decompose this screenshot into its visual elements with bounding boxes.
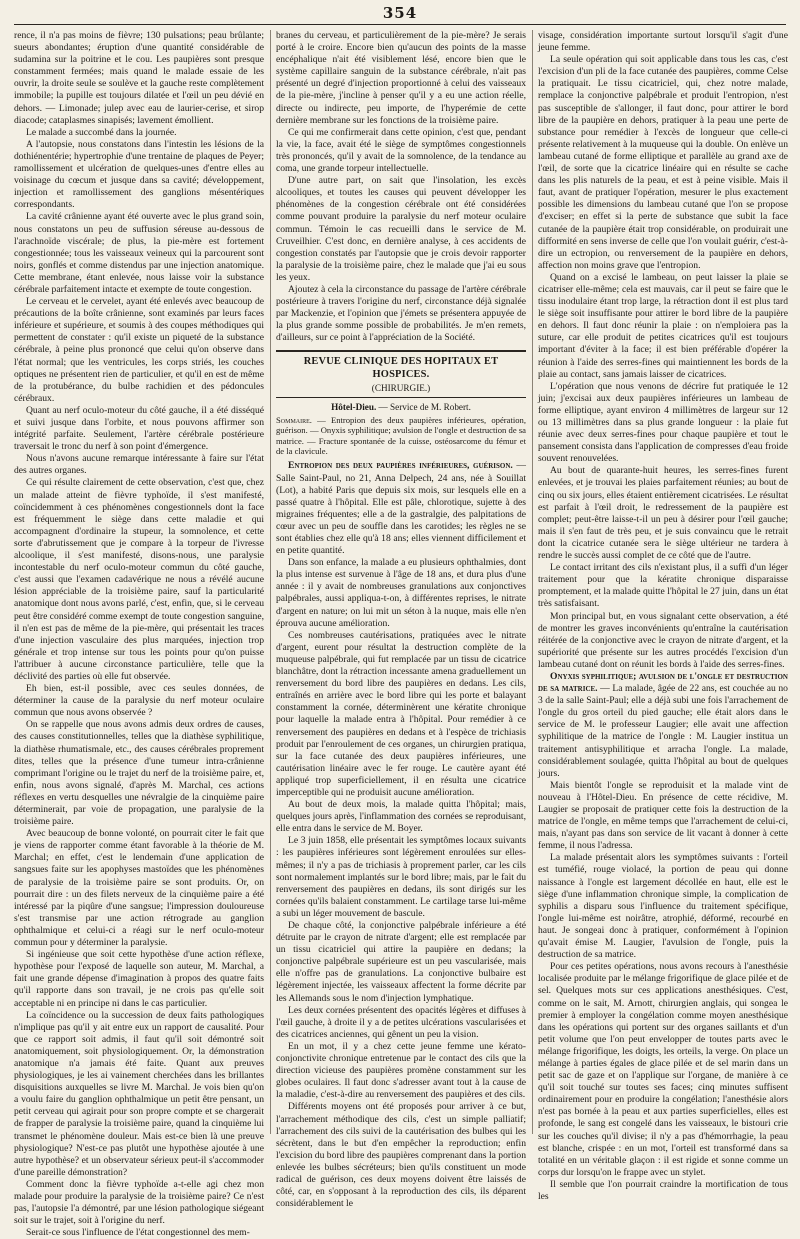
case-title: Entropion des deux paupières inférieures, guérison.: [288, 460, 513, 472]
paragraph: Avec beaucoup de bonne volonté, on pourrait citer le fait que je viens de rapporter comme étant favorable à la théorie de M. Marchal; en effet, c'est le lendemain d'une application de sangsues faite sur les apophyses mastoïdes que les phénomènes de paralysie de la troisième paire se sont produits. Or, on pourrait dire : un des filets nerveux de la cinquième paire a été intéressé par la piqûre d'une sangsue; l'impression douloureuse s'est transmise par une action rétrograde au ganglion ophthalmique et celui-ci a réagi sur le nerf oculo-moteur commun pour y déterminer la paralysie.: [14, 828, 264, 949]
paragraph: Le contact irritant des cils n'existant plus, il a suffi d'un léger traitement pour que la kératite chronique disparaisse promptement, et la malade quitte l'hôpital le 27 juin, dans un état très satisfaisant.: [538, 562, 788, 610]
case-paragraph: [538, 671, 788, 780]
paragraph: Comment donc la fièvre typhoïde a-t-elle agi chez mon malade pour produire la paralysie de la troisième paire? Ce n'est pas, l'autopsie l'a démontré, par une lésion pathologique siégeant soit sur le trajet, soit à l'origine du nerf.: [14, 1178, 264, 1227]
paragraph: En un mot, il y a chez cette jeune femme une kérato-conjonctivite chronique entretenue par le contact des cils que la direction vicieuse des paupières promène constamment sur les globes oculaires. Il faut donc s'adresser avant tout à la cause de la maladie, c'est-à-dire au renversement des paupières et des cils.: [276, 1040, 526, 1101]
paragraph: De chaque côté, la conjonctive palpébrale inférieure a été détruite par le crayon de nitrate d'argent; elle est remplacée par un tissu cicatriciel qui attire la paupière en dedans; la conjonctive palpébrale supérieure est un peu vascularisée, mais elle n'offre pas de granulations. La conjonctive bulbaire est légèrement injectée, les vaisseaux affectent la forme décrite par les Allemands sous le nom d'injection lymphatique.: [276, 920, 526, 1004]
paragraph: Ces nombreuses cautérisations, pratiquées avec le nitrate d'argent, eurent pour résultat la destruction complète de la muqueuse palpébrale, qui fut remplacée par un tissu de cicatrice blanchâtre, dont la rétraction incessante amena graduellement un renversement du bord libre des paupières en dedans. Les cils, entraînés en arrière avec le bord libre qui les porte et balayant constamment la cornée, déterminèrent une kératite chronique pour laquelle la malade entra à l'hôpital. Pour remédier à ce renversement des paupières en dedans et à l'espèce de trichiasis produit par l'enroulement de ces organes, un chirurgien pratiqua, sur la face cutanée des deux paupières inférieures, une cautérisation linéaire avec le fer rouge. Le cautère ayant été appliqué trop superficiellement, il en résulta une cicatrice imperceptible qui ne produisit aucune amélioration.: [276, 629, 526, 798]
case-title: Onyxis syphilitique; avulsion de l'ongle et destruction de sa matrice.: [538, 670, 788, 695]
paragraph: On se rappelle que nous avons admis deux ordres de causes, des causes constitutionnelles, telles que la diathèse syphilitique, la diathèse rhumatismale, etc., des causes cérébrales proprement dites, telles que la présence d'une tumeur intra-crânienne comprimant l'origine ou le trajet du nerf de la troisième paire, et, enfin, nous avons signalé, d'après M. Marchal, ces actions réflexes en vertu desquelles une névralgie de la cinquième paire déterminerait, par voie de propagation, une paralysie de la troisième paire.: [14, 719, 264, 828]
header-rule: [14, 24, 786, 25]
paragraph: Mon principal but, en vous signalant cette observation, a été de montrer les graves inconvénients qu'entraîne la cautérisation réitérée de la conjonctive avec le crayon de nitrate d'argent, et la supériorité que présente sur les autres procédés l'excision d'un lambeau cutané dont on réunit les bords à l'aide des serres-fines.: [538, 610, 788, 670]
column-separator: [270, 30, 271, 1134]
column-middle: [276, 30, 527, 1210]
hospital-service: — Service de M. Robert.: [376, 401, 471, 412]
paragraph: Eh bien, est-il possible, avec ces seules données, de déterminer la cause de la paralysie du nerf moteur oculaire commun que nous avons observée ?: [14, 683, 264, 719]
summary-text: — Entropion des deux paupières inférieures, opération, guérison. — Onyxis syphilitique; avulsion de l'ongle et destruction de sa matrice. — Fracture spontanée de la cuisse, ostéosarcome du fémur et de la clavicule.: [276, 414, 526, 457]
paragraph: Ajoutez à cela la circonstance du passage de l'artère cérébrale postérieure à travers l'origine du nerf, circonstance déjà signalée par Mackenzie, et l'opinion que j'émets se présentera appuyée de la plus grande somme possible de probabilités. Je m'en remets, d'ailleurs, sur ce point à l'appréciation de la Société.: [276, 283, 526, 344]
paragraph: Le cerveau et le cervelet, ayant été enlevés avec beaucoup de précautions de la boîte crânienne, sont examinés par leurs faces inférieure et supérieure, et soumis à des coupes méthodiques qui permettent de constater : qu'il existe un piqueté de la substance cérébrale, à peine plus prononcé que celui qu'on observe dans l'état normal; que les ventricules, les corps striés, les couches optiques ne présentent rien de particulier, et qu'il en est de même de la protubérance, du bulbe rachidien et des pédoncules cérébraux.: [14, 296, 264, 404]
paragraph: Dans son enfance, la malade a eu plusieurs ophthalmies, dont la plus intense est survenue à l'âge de 18 ans, et dura plus d'une année : il y avait de nombreuses granulations aux conjonctives palpébrales, aussi appliqua-t-on, à différentes reprises, le nitrate d'argent en nature; on lui mit un séton à la nuque, mais elle n'en éprouva aucune amélioration.: [276, 557, 526, 629]
paragraph: Au bout de deux mois, la malade quitta l'hôpital; mais, quelques jours après, l'inflammation des cornées se reproduisant, elle entra dans le service de M. Boyer.: [276, 799, 526, 835]
paragraph: Pour ces petites opérations, nous avons recours à l'anesthésie localisée produite par le mélange frigorifique de glace pilée et de sel. Quelques mots sur ces applications anesthésiques. C'est, comme on le sait, M. Arnott, chirurgien anglais, qui songea le premier à employer la congélation comme moyen anesthésique dans les opérations qui portent sur des organes saillants et d'un petit volume que l'on peut envelopper de toutes parts avec le mélange frigorifique, les doigts, les orteils, la verge. On place un mélange à parties égales de glace pilée et de sel marin dans un petit sac de gaze et on l'applique sur l'organe, de manière à ce qu'il soit touché sur toutes ses faces; cinq minutes suffisent ordinairement pour en produire la congélation; l'anesthésie alors n'est pas bornée à la peau et aux parties superficielles, elles est profonde, le sang est congelé dans les vaisseaux, le bistouri crie sur les couches qu'il divise; il n'y a pas d'hémorrhagie, la peau est blanche, crispée : en un mot, l'orteil est transformé dans sa totalité en un véritable glaçon : il est rigide et sonne comme un corps dur lorsqu'on le frappe avec un stylet.: [538, 961, 788, 1178]
summary-label: Sommaire.: [276, 414, 312, 425]
column-right: [538, 30, 788, 1202]
hospital-heading: [276, 397, 526, 413]
column-left: [14, 30, 264, 1239]
paragraph: Quand on a excisé le lambeau, on peut laisser la plaie se cicatriser elle-même; cela est mauvais, car il peut se faire que le tissu inodulaire étant trop large, la rétraction dont il est plus tard le siège soit insuffisante pour attirer le bord libre de la paupière en dehors. Il faut donc réunir la plaie : on n'emploiera pas la suture, car elle produit de petites cicatrices qu'il est toujours important d'éviter à la face; il est bien préférable d'opérer la réunion à l'aide des serres-fines qui maintiennent les bords de la plaie au contact, sans jamais laisser de cicatrices.: [538, 271, 788, 380]
paragraph: Différents moyens ont été proposés pour arriver à ce but, l'arrachement méthodique des cils, c'est un simple palliatif; l'arrachement des cils suivi de la cautérisation des bulbes qui les sécrètent, dans le but d'en empêcher la reproduction; enfin l'excision du bord libre des paupières comprenant dans la portion enlevée les bulbes sécréteurs; bien qu'ils constituent un mode radical de guérison, ces deux moyens doivent être laissés de côté, car, en s'opposant à la reproduction des cils, ils déparent considérablement le: [276, 1101, 526, 1210]
paragraph: Au bout de quarante-huit heures, les serres-fines furent enlevées, et je trouvai les plaies parfaitement réunies; au bout de cinq ou six jours, elles étaient entièrement cicatrisées. Le résultat est parfait à l'œil droit, le redressement de la paupière est complet; peut-être laisse-t-il un peu à désirer pour l'œil gauche; mais il s'en faut de très peu, et je suis convaincu que le retrait dont la cicatrice cutanée sera le siège ultérieur ne tardera à rendre le succès aussi complet de ce côté que de l'autre.: [538, 465, 788, 562]
paragraph: rence, il n'a pas moins de fièvre; 130 pulsations; peau brûlante; sueurs abondantes; éruption d'une quantité considérable de sudamina sur la poitrine et le cou. Les paupières sont presque constamment fermées; mais quand le malade essaie de les ouvrir, la droite seule se soulève et la gauche reste complètement immobile; la pupille est toujours dilatée et l'œil un peu dévié en dehors. — Limonade; julep avec eau de laurier-cerise, et sirop diacode; cataplasmes sinapisés; lavement émollient.: [14, 30, 264, 126]
case-text: — La malade, âgée de 22 ans, est couchée au no 3 de la salle Saint-Paul; elle a déjà subi une fois l'arrachement de l'ongle du gros orteil du pied gauche; elle était alors dans le service de M. le professeur Laugier; elle avait une affection syphilitique de la matrice de l'ongle : M. Laugier institua un traitement antisyphilitique et arracha l'ongle. La malade, considérablement soulagée, quitta l'hôpital au bout de quelques jours.: [538, 683, 788, 779]
paragraph: visage, considération importante surtout lorsqu'il s'agit d'une jeune femme.: [538, 30, 788, 54]
section-subtitle: (CHIRURGIE.): [371, 382, 431, 393]
paragraph: Nous n'avons aucune remarque intéressante à faire sur l'état des autres organes.: [14, 453, 264, 477]
paragraph: Le malade a succombé dans la journée.: [26, 126, 177, 138]
column-separator: [532, 30, 533, 1134]
paragraph: A l'autopsie, nous constatons dans l'intestin les lésions de la dothiénentérie; hypertrophie d'une trentaine de plaques de Peyer; ramollissement et ulcération de quelques-unes d'entre elles au voisinage du cœcum et jusque dans sa cavité; développement, injection et ramollissement des ganglions mésentériques correspondants.: [14, 138, 264, 211]
paragraph: Le 3 juin 1858, elle présentait les symptômes locaux suivants : les paupières inférieures sont légèrement enroulées sur elles-mêmes; il n'y a pas de trichiasis à proprement parler, car les cils sont normalement implantés sur le bord libre; mais, par le fait du renversement des paupières en dedans, ils sont dirigés sur les cornées qu'ils balaient constamment. Le cartilage tarse lui-même a subi un léger mouvement de bascule.: [276, 835, 526, 919]
paragraph: Les deux cornées présentent des opacités légères et diffuses à l'œil gauche, à droite il y a de petites ulcérations vascularisées et des cicatrices anciennes, qui gênent un peu la vision.: [276, 1004, 526, 1040]
paragraph: La cavité crânienne ayant été ouverte avec le plus grand soin, nous constatons un peu de suffusion séreuse au-dessous de l'arachnoïde viscérale; de plus, la pie-mère est fortement congestionnée; tous les vaisseaux veineux qui la parcourent sont noirs, gonflés et comme distendus par une injection anatomique. Cette membrane, étant enlevée, nous laisse voir la substance cérébrale parfaitement intacte et exempte de toute congestion.: [14, 211, 264, 295]
paragraph: D'une autre part, on sait que l'insolation, les excès alcooliques, et toutes les causes qui peuvent développer les phénomènes de la congestion cérébrale ont été considérées comme pouvant produire la paralysie du nerf moteur oculaire commun. Témoin le cas recueilli dans le service de M. Cruveilhier. C'est donc, en dernière analyse, à ces accidents de congestion constatés par l'autopsie que je crois devoir rapporter la paralysie de la troisième paire, chez le malade que j'ai eu sous les yeux.: [276, 175, 526, 283]
page-number: 354: [382, 4, 418, 22]
paragraph: Serait-ce sous l'influence de l'état congestionnel des mem-: [26, 1227, 250, 1239]
paragraph: La malade présentait alors les symptômes suivants : l'orteil est tuméfié, rouge violacé, la portion de peau qui donne naissance à l'ongle est largement décollée en haut, elle est le siège d'une inflammation chronique simple, la complication de syphilis a disparu sous l'influence du traitement spécifique, l'ongle lui-même est noirâtre, atrophié, déformé, recourbé en haut. Je songeai donc à pratiquer, conformément à l'opinion qu'avait émise M. Laugier, l'avulsion de l'ongle, puis la destruction de sa matrice.: [538, 852, 788, 961]
paragraph: La seule opération qui soit applicable dans tous les cas, c'est l'excision d'un pli de la face cutanée des paupières, comme Celse la pratiquait. Le tissu cicatriciel, qui, chez notre malade, remplace la conjonctive palpébrale et produit l'entropion, n'est pas susceptible de s'allonger, il faut donc, pour attirer le bord libre de la paupière en dehors, pratiquer à la peau une perte de substance pour remédier à l'excès de longueur que celle-ci présente relativement à la muqueuse qui la double. On enlève un lambeau cutané de forme elliptique et parallèle au grand axe de l'œil, de sorte que la cicatrice linéaire qui en résulte se cache dans les plis naturels de la peau, et est à peine visible. Mais il faut, avant de pratiquer l'opération, mesurer le plus exactement possible les dimensions du lambeau cutané que l'on se propose d'exciser; en effet si la perte de substance que subit la face cutanée de la paupière était trop considérable, on produirait une difformité en sens inverse de celle que l'on voulait guérir, c'est-à-dire un ectropion, ou renversement de la paupière en dehors, affection non moins grave que l'entropion.: [538, 54, 788, 271]
paragraph: Ce qui me confirmerait dans cette opinion, c'est que, pendant la vie, la face, avait été le siège de symptômes congestionnels très prononcés, qu'il y avait de la somnolence, de la tendance au coma, une grande torpeur intellectuelle.: [276, 126, 526, 175]
paragraph: Si ingénieuse que soit cette hypothèse d'une action réflexe, hypothèse pour l'exposé de laquelle son auteur, M. Marchal, a fait une grande dépense d'imagination à propos des quatre faits qu'il rapporte dans son travail, je ne crois pas qu'elle soit acceptable ni en principe ni dans le cas particulier.: [14, 949, 264, 1009]
section-title: REVUE CLINIQUE DES HOPITAUX ET HOSPICES.: [276, 350, 526, 380]
paragraph: Mais bientôt l'ongle se reproduisit et la malade vint de nouveau à l'Hôtel-Dieu. En présence de cette récidive, M. Laugier se proposait de pratiquer cette fois la destruction de la matrice de l'ongle, en même temps que l'arrachement de celui-ci, mais, n'ayant pas dans son service de lit vacant à donner à cette femme, il nous l'adressa.: [538, 779, 788, 852]
paragraph: Ce qui résulte clairement de cette observation, c'est que, chez un malade atteint de fièvre typhoïde, il s'est manifesté, coïncidemment à ces phénomènes congestionnels dont la face est fréquemment le siège dans cette maladie et qui accompagnent d'ordinaire la stupeur, la somnolence, et cette sorte d'abrutissement que je compare à la torpeur de l'ivresse alcoolique, il s'est manifesté, disons-nous, une paralysie incontestable du nerf oculo-moteur commun du côté gauche, c'est aussi que l'examen cadavérique ne nous a révélé aucune lésion appréciable de la troisième paire, sauf la particularité anatomique dont nous avons parlé, c'est, enfin, que, si le cerveau peut être considéré comme exempt de toute congestion sanguine, il n'en est pas de même de la pie-mère, qui présentait les traces d'une injection vasculaire des plus marquées, injection trop générale et trop intense sur tous les points pour qu'on puisse l'attribuer à aucune circonstance particulière, telle que la déclivité des parties où elle fut observée.: [14, 477, 264, 682]
summary: [276, 415, 526, 457]
paragraph: L'opération que nous venons de décrire fut pratiquée le 12 juin; j'excisai aux deux paupières inférieures un lambeau de forme elliptique, ayant environ 4 millimètres de largeur sur 12 ou 13 millimètres dans sa plus grande longueur : la plaie fut réunie avec deux serres-fines pour chaque paupière et tout le pansement consista dans l'application de compresses d'eau froide souvent renouvelées.: [538, 380, 788, 465]
paragraph: Quant au nerf oculo-moteur du côté gauche, il a été disséqué et suivi jusque dans l'orbite, et nous pouvons affirmer son intégrité parfaite. Seulement, l'artère cérébrale postérieure traversait le tronc du nerf à son point d'émergence.: [14, 404, 264, 453]
paragraph: branes du cerveau, et particulièrement de la pie-mère? Je serais porté à le croire. Encore bien qu'aucun des points de la masse encéphalique n'ait été visiblement lésé, encore bien que le système capillaire sanguin de la substance cérébrale, n'ait pas présenté un degré d'injection proportionné à celui des vaisseaux de la pie-mère, j'incline à penser qu'il y a eu une action réelle, directe ou indirecte, peu importe, de l'hyperémie de cette dernière membrane sur les fonctions de la troisième paire.: [276, 30, 526, 126]
paragraph: Il semble que l'on pourrait craindre la mortification de tous les: [538, 1178, 788, 1202]
hospital-name: Hôtel-Dieu.: [331, 401, 377, 412]
case-text: — Salle Saint-Paul, no 21, Anna Delpech, 24 ans, née à Souillat (Lot), a habité Paris que depuis six mois, sur lesquels elle en a passé quatre à l'hôpital. Elle est pâle, chlorotique, sujette à des migraines fréquentes; elle a de la gastralgie, des palpitations de cœur avec un peu de souffle dans les carotides; les règles ne se sont établies chez elle qu'à 18 ans; elles viennent difficilement et en petite quantité.: [276, 460, 527, 557]
paragraph: La coïncidence ou la succession de deux faits pathologiques n'implique pas qu'il y ait entre eux un rapport de causalité. Pour que ce rapport soit admis, il faut qu'il soit démontré soit anatomiquement, soit physiologiquement. Or, la démonstration anatomique n'a jamais été faite. Quant aux preuves physiologiques, je les ai vainement cherchées dans les brillantes disquisitions auxquelles se livre M. Marchal. Je vois bien qu'on a voulu faire du ganglion ophthalmique un petit être pensant, un petit cerveau qui agirait pour son propre compte et se chargerait de frapper de paralysie la troisième paire, quand la cinquième lui transmet le phénomène douleur. Mais est-ce bien là une preuve physiologique? N'est-ce pas plutôt une hypothèse ajoutée à une autre hypothèse? et un observateur sérieux peut-il s'accommoder d'une pareille démonstration?: [14, 1009, 264, 1178]
case-paragraph: [276, 460, 526, 557]
